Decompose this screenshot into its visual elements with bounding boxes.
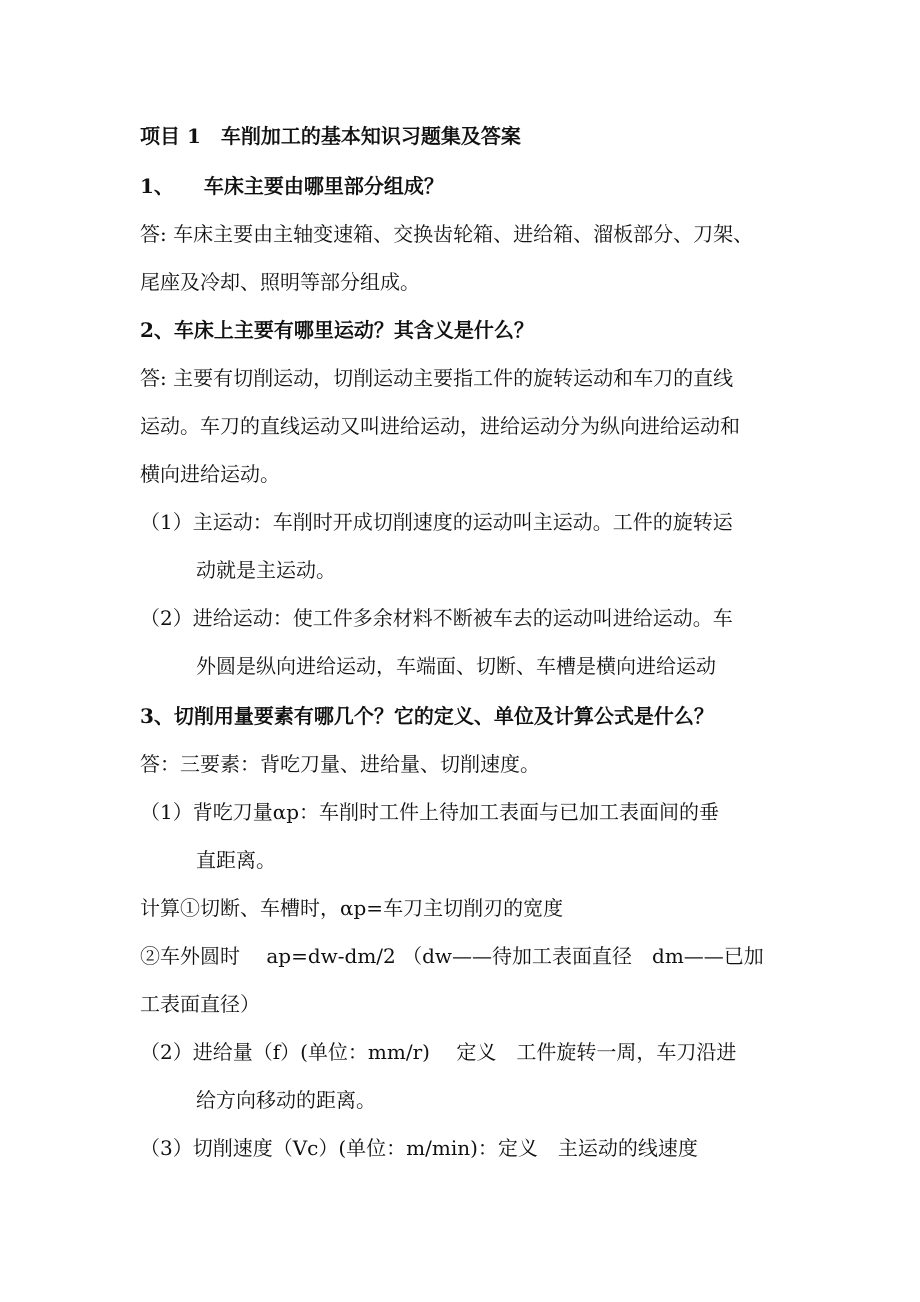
answer-3-item-1-line-2: 直距离。 — [196, 848, 276, 872]
answer-2-line-1: 答: 主要有切削运动，切削运动主要指工件的旋转运动和车刀的直线 — [140, 366, 734, 390]
answer-3-item-3-line-1: （3）切削速度（Vc）(单位：m/min)：定义 主运动的线速度 — [140, 1136, 698, 1160]
document-title: 项目 1 车削加工的基本知识习题集及答案 — [140, 124, 521, 148]
answer-2-item-1-line-1: （1）主运动：车削时开成切削速度的运动叫主运动。工件的旋转运 — [140, 510, 733, 534]
answer-3-calc-line-1: 计算①切断、车槽时，αp=车刀主切削刃的宽度 — [140, 896, 564, 920]
question-3: 3、切削用量要素有哪几个？它的定义、单位及计算公式是什么？ — [140, 704, 714, 728]
answer-2-line-2: 运动。车刀的直线运动又叫进给运动，进给运动分为纵向进给运动和 — [140, 414, 740, 438]
answer-3-item-1-line-1: （1）背吃刀量αp：车削时工件上待加工表面与已加工表面间的垂 — [140, 800, 720, 824]
answer-2-item-2-line-2: 外圆是纵向进给运动，车端面、切断、车槽是横向进给运动 — [196, 654, 716, 678]
answer-3-item-2-line-1: （2）进给量（f）(单位：mm/r) 定义 工件旋转一周，车刀沿进 — [140, 1040, 737, 1064]
answer-3-line-1: 答：三要素：背吃刀量、进给量、切削速度。 — [140, 752, 540, 776]
answer-2-line-3: 横向进给运动。 — [140, 462, 280, 486]
answer-2-item-1-line-2: 动就是主运动。 — [196, 558, 336, 582]
answer-2-item-2-line-1: （2）进给运动：使工件多余材料不断被车去的运动叫进给运动。车 — [140, 606, 733, 630]
answer-3-item-2-line-2: 给方向移动的距离。 — [196, 1088, 376, 1112]
answer-1-line-2: 尾座及冷却、照明等部分组成。 — [140, 270, 420, 294]
question-1: 1、 车床主要由哪里部分组成？ — [140, 174, 444, 198]
answer-3-calc-line-3: 工表面直径） — [140, 992, 260, 1016]
answer-1-line-1: 答: 车床主要由主轴变速箱、交换齿轮箱、进给箱、溜板部分、刀架、 — [140, 222, 754, 246]
question-2: 2、车床上主要有哪里运动？其含义是什么？ — [140, 318, 534, 342]
answer-3-calc-line-2: ②车外圆时 ap=dw-dm/2 （dw——待加工表面直径 dm——已加 — [140, 944, 764, 968]
